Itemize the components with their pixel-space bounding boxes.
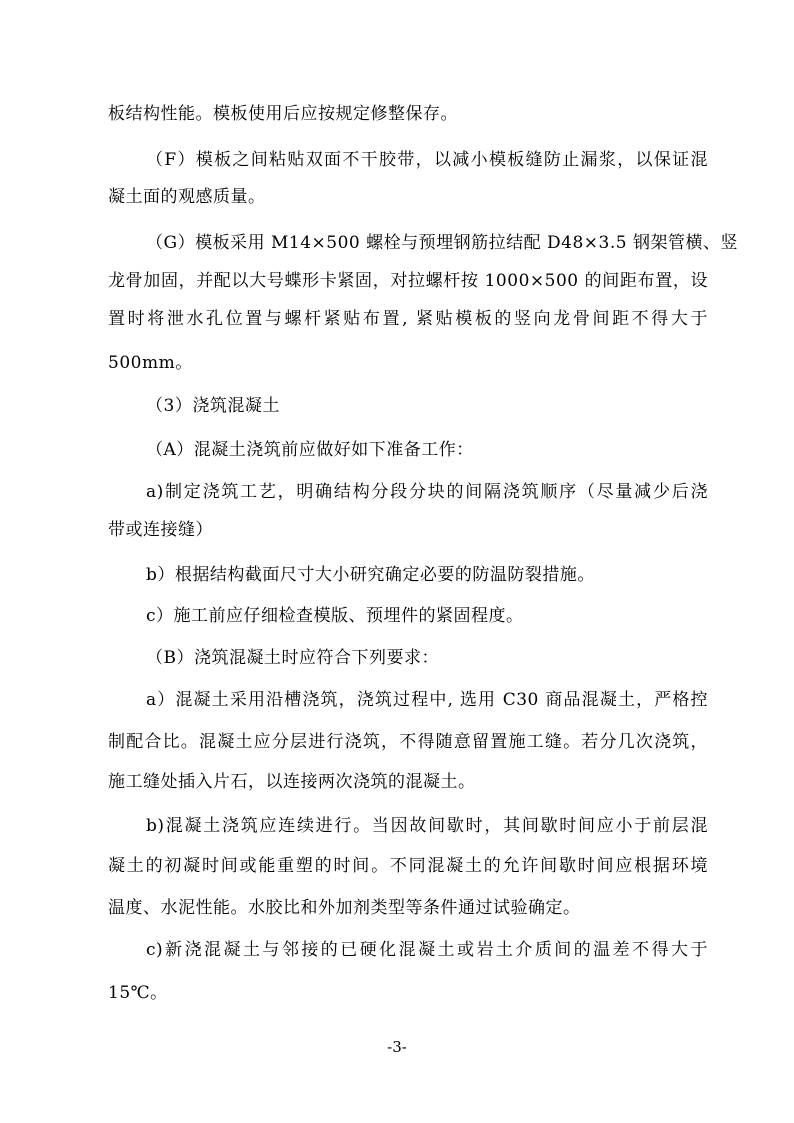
text-line-3: 凝土面的观感质量。 [108,187,266,207]
text-line-15: a）混凝土采用沿槽浇筑，浇筑过程中, 选用 C30 商品混凝土，严格控 [146,690,708,710]
text-line-11: 带或连接缝） [108,520,213,540]
text-line-6: 置时将泄水孔位置与螺杆紧贴布置, 紧贴模板的竖向龙骨间距不得大于 [108,309,708,329]
text-line-17: 施工缝处插入片石，以连接两次浇筑的混凝土。 [108,772,476,792]
text-line-5: 龙骨加固，并配以大号蝶形卡紧固，对拉螺杆按 1000×500 的间距布置，设 [108,271,708,291]
text-line-2: （F）模板之间粘贴双面不干胶带，以减小模板缝防止漏浆，以保证混 [146,150,708,170]
text-line-19: 凝土的初凝时间或能重塑的时间。不同混凝土的允许间歇时间应根据环境 [108,856,708,876]
text-line-10: a)制定浇筑工艺，明确结构分段分块的间隔浇筑顺序（尽量减少后浇 [146,482,708,502]
text-line-13: c）施工前应仔细检查模版、预埋件的紧固程度。 [146,606,524,626]
section-heading: （3）浇筑混凝土 [146,396,280,416]
text-line-22: 15℃。 [108,983,168,1003]
text-line-14: （B）浇筑混凝土时应符合下列要求： [146,648,439,668]
text-line-16: 制配合比。混凝土应分层进行浇筑，不得随意留置施工缝。若分几次浇筑， [108,732,708,752]
text-line-12: b）根据结构截面尺寸大小研究确定必要的防温防裂措施。 [146,565,595,585]
page-number: -3- [387,1038,407,1056]
text-line-1: 板结构性能。模板使用后应按规定修整保存。 [108,104,458,124]
text-line-9: （A）混凝土浇筑前应做好如下准备工作： [146,440,474,460]
text-line-21: c)新浇混凝土与邻接的已硬化混凝土或岩土介质间的温差不得大于 [146,940,708,960]
text-line-20: 温度、水泥性能。水胶比和外加剂类型等条件通过试验确定。 [108,898,581,918]
text-line-4: （G）模板采用 M14×500 螺栓与预埋钢筋拉结配 D48×3.5 钢架管横、竖 [146,233,738,253]
text-line-18: b)混凝土浇筑应连续进行。当因故间歇时，其间歇时间应小于前层混 [146,816,708,836]
text-line-7: 500mm。 [108,353,193,373]
